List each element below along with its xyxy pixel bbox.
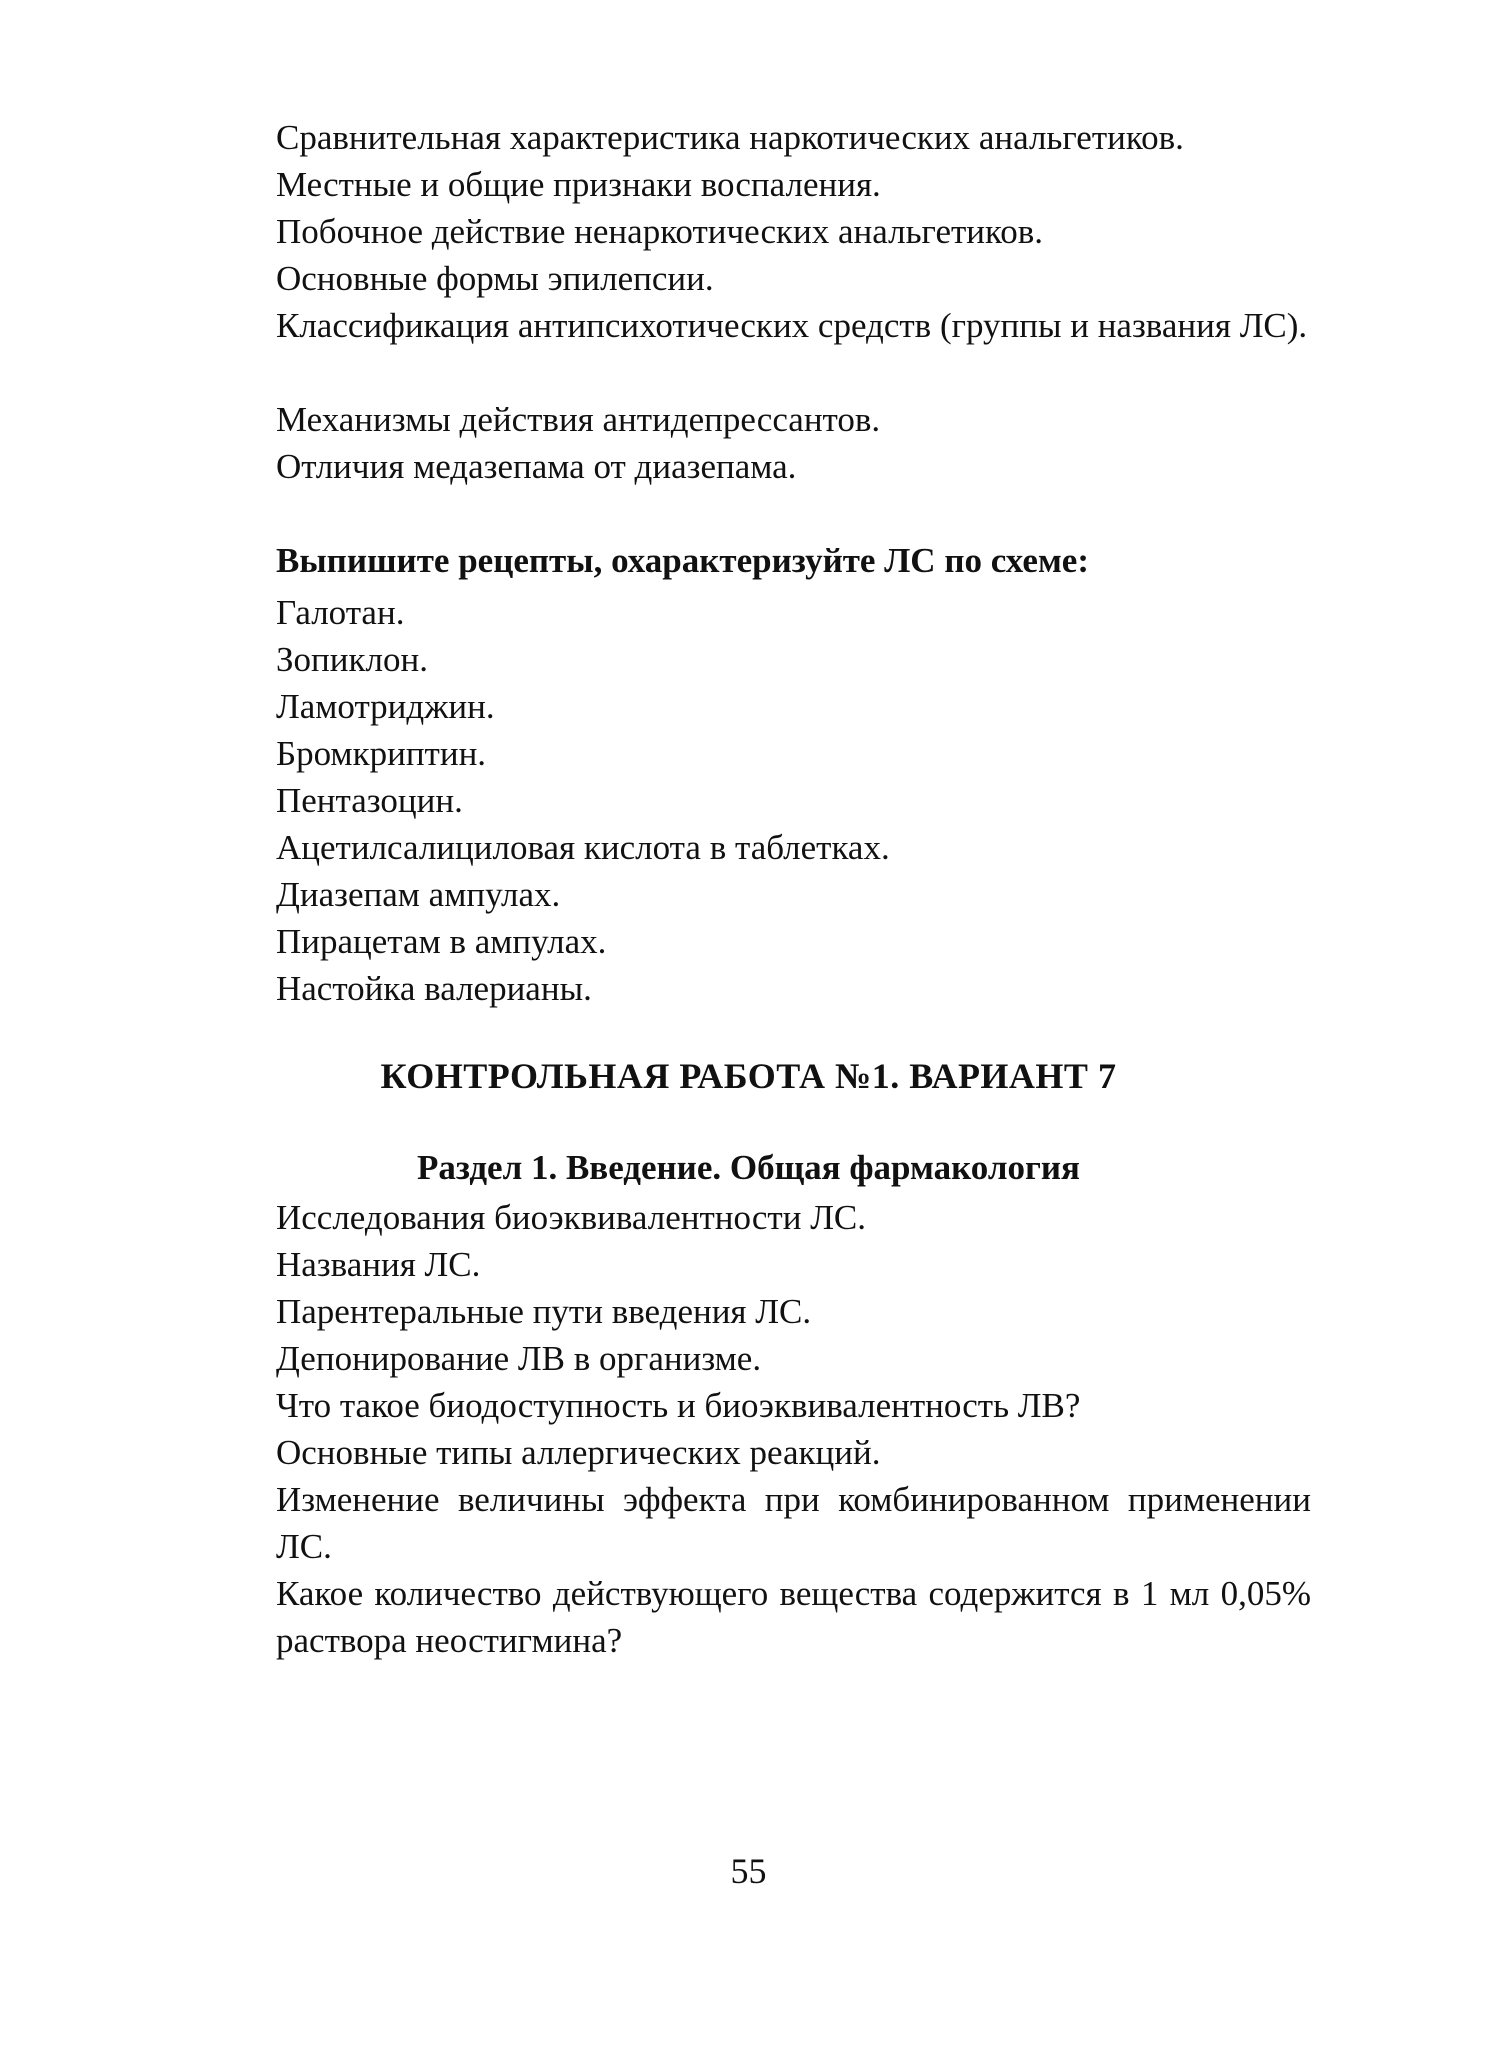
variant-title: КОНТРОЛЬНАЯ РАБОТА №1. ВАРИАНТ 7 [380, 1056, 1117, 1096]
item-text: Ацетилсалициловая кислота в таблетках. [276, 828, 890, 867]
item-text: Какое количество действующего вещества содержится в 1 мл 0,05% раствора неостигмина? [276, 1574, 1311, 1660]
item-text: Зопиклон. [276, 640, 428, 679]
recipes-heading: Выпишите рецепты, охарактеризуйте ЛС по схеме: [276, 541, 1089, 580]
item-text: Классификация антипсихотических средств (группы и названия ЛС). [276, 306, 1308, 345]
item-text: Пирацетам в ампулах. [276, 922, 607, 961]
section-title: Раздел 1. Введение. Общая фармакология [417, 1148, 1080, 1187]
page-number: 55 [730, 1851, 767, 1891]
item-text: Настойка валерианы. [276, 969, 592, 1008]
item-text: Галотан. [276, 593, 405, 632]
item-text: Пентазоцин. [276, 781, 463, 820]
item-text: Местные и общие признаки воспаления. [276, 165, 881, 204]
item-text: Депонирование ЛВ в организме. [276, 1339, 762, 1378]
item-text: Побочное действие ненаркотических анальгетиков. [276, 212, 1044, 251]
item-text: Что такое биодоступность и биоэквивалентность ЛВ? [276, 1386, 1081, 1425]
item-text: Отличия медазепама от диазепама. [276, 447, 797, 486]
item-text: Основные типы аллергических реакций. [276, 1433, 881, 1472]
item-text: Ламотриджин. [276, 687, 495, 726]
item-text: Диазепам ампулах. [276, 875, 561, 914]
item-text: Названия ЛС. [276, 1245, 481, 1284]
item-text: Парентеральные пути введения ЛС. [276, 1292, 812, 1331]
item-text: Основные формы эпилепсии. [276, 259, 714, 298]
item-text: Исследования биоэквивалентности ЛС. [276, 1198, 867, 1237]
item-text: Изменение величины эффекта при комбинированном применении ЛС. [276, 1480, 1311, 1566]
item-text: Механизмы действия антидепрессантов. [276, 400, 881, 439]
item-text: Сравнительная характеристика наркотических анальгетиков. [276, 118, 1184, 157]
item-text: Бромкриптин. [276, 734, 487, 773]
